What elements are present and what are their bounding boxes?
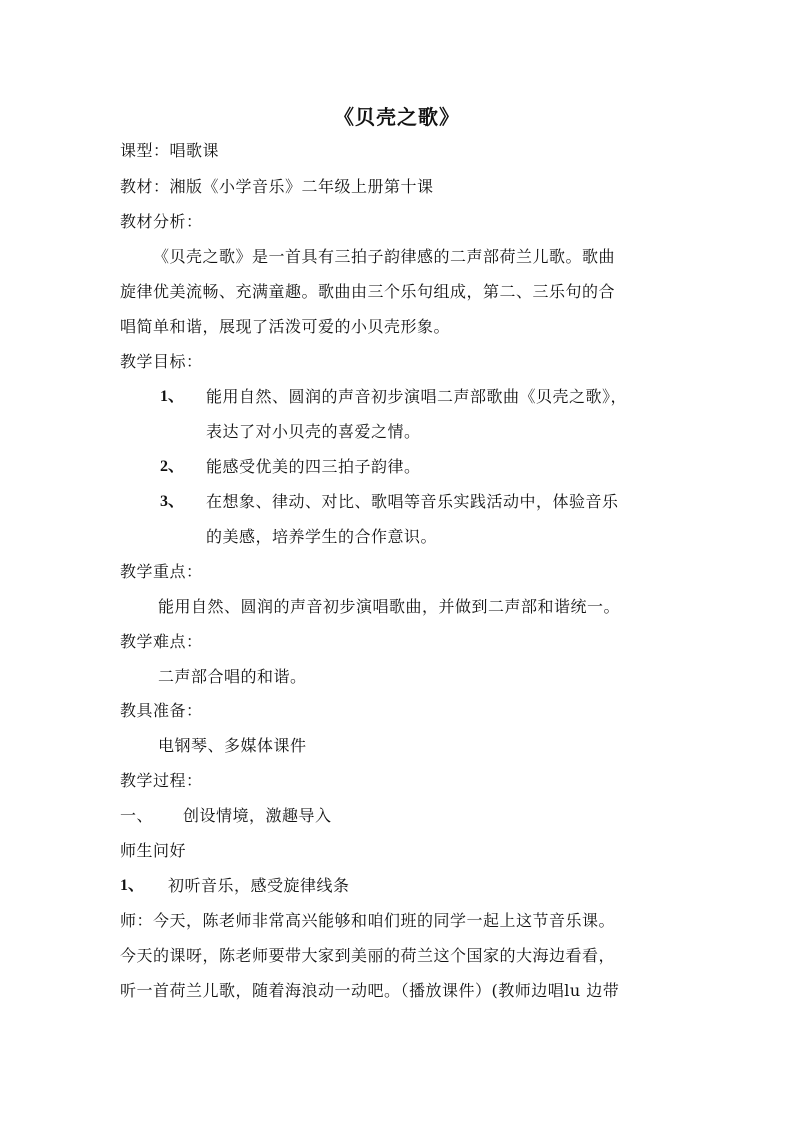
document-title: 《贝壳之歌》 (334, 105, 460, 129)
goals-heading: 教学目标： (120, 352, 203, 371)
analysis-heading: 教材分析： (120, 212, 203, 231)
analysis-paragraph-line: 《贝壳之歌》是一首具有三拍子韵律感的二声部荷兰儿歌。歌曲 (153, 247, 616, 266)
goal-number: 3、 (160, 493, 185, 510)
goal-text: 能感受优美的四三拍子韵律。 (206, 457, 421, 476)
step-title: 创设情境，激趣导入 (183, 806, 332, 825)
key-points-heading: 教学重点： (120, 562, 203, 581)
step-number: 一、 (120, 806, 154, 825)
goal-text: 在想象、律动、对比、歌唱等音乐实践活动中，体验音乐 (206, 492, 619, 511)
goal-text: 的美感，培养学生的合作意识。 (206, 527, 438, 546)
teacher-speech-line: 听一首荷兰儿歌，随着海浪动一动吧。（播放课件）(教师边唱lu 边带 (120, 981, 620, 1000)
analysis-paragraph-line: 旋律优美流畅、充满童趣。歌曲由三个乐句组成，第二、三乐句的合 (120, 282, 616, 301)
difficulty-text: 二声部合唱的和谐。 (158, 667, 307, 686)
substep-number: 1、 (120, 877, 145, 894)
greeting-text: 师生问好 (120, 841, 187, 860)
goal-number: 1、 (160, 388, 185, 405)
tools-text: 电钢琴、多媒体课件 (158, 736, 307, 755)
teacher-speech-line: 师：今天，陈老师非常高兴能够和咱们班的同学一起上这节音乐课。 (120, 911, 616, 930)
substep-title: 初听音乐，感受旋律线条 (168, 876, 350, 895)
analysis-paragraph-line: 唱简单和谐，展现了活泼可爱的小贝壳形象。 (120, 317, 451, 336)
difficulty-heading: 教学难点： (120, 632, 203, 651)
lesson-type: 课型：唱歌课 (120, 141, 220, 160)
teacher-speech-line: 今天的课呀，陈老师要带大家到美丽的荷兰这个国家的大海边看看， (120, 946, 616, 965)
goal-text: 表达了对小贝壳的喜爱之情。 (206, 422, 421, 441)
goal-text: 能用自然、圆润的声音初步演唱二声部歌曲《贝壳之歌》， (206, 387, 628, 406)
key-points-text: 能用自然、圆润的声音初步演唱歌曲，并做到二声部和谐统一。 (158, 597, 621, 616)
tools-heading: 教具准备： (120, 701, 203, 720)
process-heading: 教学过程： (120, 771, 203, 790)
goal-number: 2、 (160, 458, 185, 475)
textbook: 教材：湘版《小学音乐》二年级上册第十课 (120, 177, 434, 196)
